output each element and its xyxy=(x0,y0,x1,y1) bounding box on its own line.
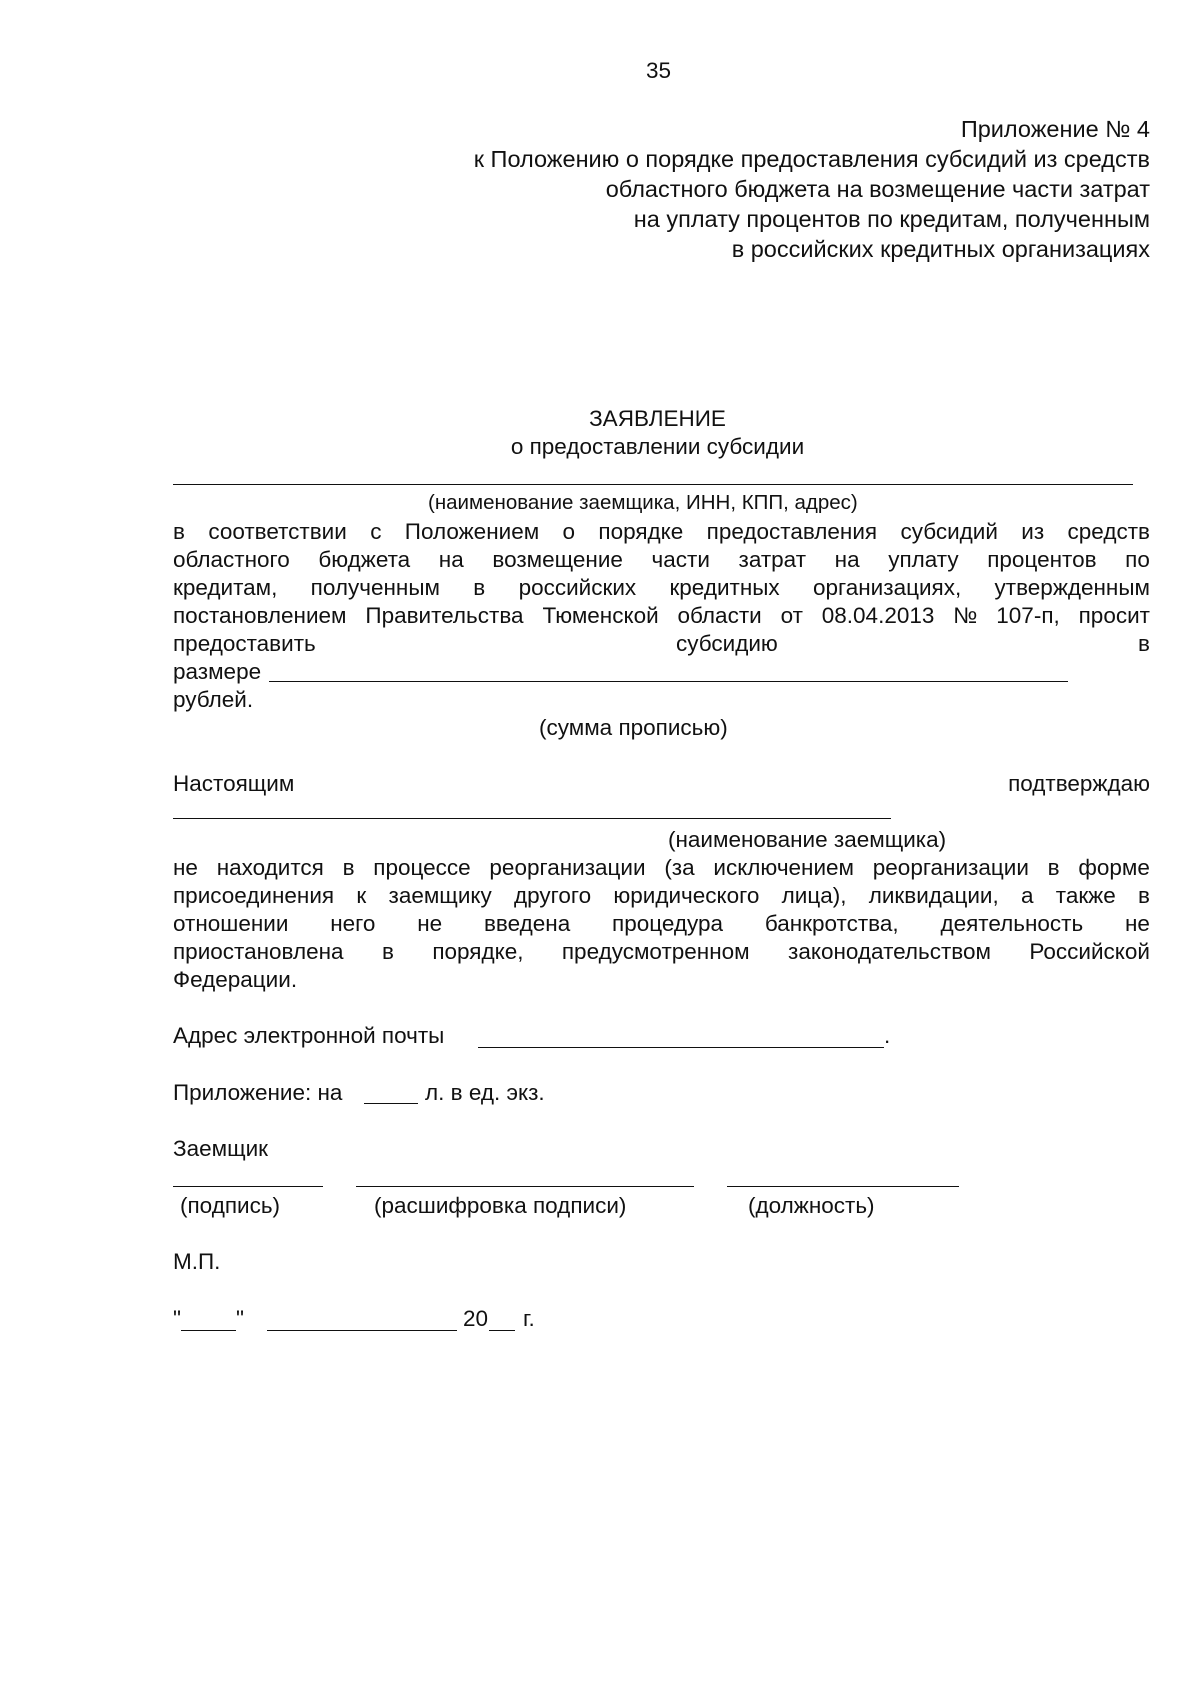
borrower-name-line-2 xyxy=(173,818,891,819)
date-year-prefix: 20 xyxy=(463,1306,489,1331)
appendix-line: к Положению о порядке предоставления субсидий из средств xyxy=(473,146,1150,172)
body-word: от xyxy=(780,603,803,628)
status-word: не xyxy=(417,911,443,936)
status-word: в xyxy=(1047,855,1060,880)
status-word: в xyxy=(1138,883,1150,908)
document-subtitle: о предоставлении субсидии xyxy=(510,434,805,459)
status-word: лица), xyxy=(781,883,847,908)
body-word: российских xyxy=(518,575,637,600)
body-word: возмещение xyxy=(492,547,623,572)
body-word: организациях, xyxy=(813,575,962,600)
signature-line xyxy=(173,1186,323,1187)
status-word: реорганизации xyxy=(489,855,646,880)
status-line xyxy=(173,911,1150,937)
page-number: 35 xyxy=(646,58,672,83)
amount-line xyxy=(269,681,1068,682)
body-word: на xyxy=(834,547,860,572)
status-word: в xyxy=(381,939,394,964)
status-word: форме xyxy=(1078,855,1150,880)
status-last-line: Федерации. xyxy=(173,967,298,992)
status-word: приостановлена xyxy=(173,939,344,964)
borrower-name-caption: (наименование заемщика) xyxy=(668,827,947,852)
status-word: а xyxy=(1020,883,1034,908)
appendix-line: в российских кредитных организациях xyxy=(731,236,1150,262)
stamp-label: М.П. xyxy=(173,1249,221,1274)
signature-decoding-caption: (расшифровка подписи) xyxy=(374,1193,627,1218)
amount-label: размере xyxy=(173,659,262,684)
email-label: Адрес электронной почты xyxy=(173,1023,445,1048)
appendix-line: на уплату процентов по кредитам, полученным xyxy=(633,206,1150,232)
date-year-line xyxy=(489,1330,515,1331)
status-word: заемщику xyxy=(388,883,492,908)
status-word: отношении xyxy=(173,911,289,936)
borrower-label: Заемщик xyxy=(173,1136,269,1161)
rubles-label: рублей. xyxy=(173,687,254,712)
body-word: области xyxy=(677,603,762,628)
date-day-line xyxy=(181,1330,236,1331)
date-month-line xyxy=(267,1330,457,1331)
status-word: другого xyxy=(514,883,592,908)
body-word: Положением xyxy=(404,519,540,544)
date-quote-close: " xyxy=(236,1306,244,1331)
body-word: Правительства xyxy=(365,603,524,628)
position-caption: (должность) xyxy=(748,1193,875,1218)
status-word: реорганизации xyxy=(872,855,1029,880)
status-word: исключением xyxy=(713,855,855,880)
body-word: Тюменской xyxy=(542,603,659,628)
status-word: введена xyxy=(483,911,571,936)
attachment-pages-line xyxy=(364,1103,418,1104)
borrower-name-line xyxy=(173,484,1133,485)
body-word: затрат xyxy=(738,547,807,572)
status-word: порядке, xyxy=(432,939,524,964)
body-word: № xyxy=(953,603,978,628)
body-word: полученным xyxy=(310,575,440,600)
confirm-right: подтверждаю xyxy=(1008,771,1150,796)
body-word: просит xyxy=(1078,603,1150,628)
body-word: средств xyxy=(1067,519,1150,544)
status-word: законодательством xyxy=(788,939,991,964)
status-word: процессе xyxy=(373,855,471,880)
body-word: кредитам, xyxy=(173,575,278,600)
body-word: части xyxy=(651,547,710,572)
body-word: процентов xyxy=(987,547,1097,572)
body-word: предоставить xyxy=(173,631,316,656)
date-year-suffix: г. xyxy=(523,1306,535,1331)
body-word: по xyxy=(1125,547,1150,572)
status-word: него xyxy=(330,911,376,936)
body-word: в xyxy=(173,519,185,544)
body-word: бюджета xyxy=(318,547,411,572)
status-word: деятельность xyxy=(940,911,1084,936)
status-word: в xyxy=(342,855,355,880)
body-word: областного xyxy=(173,547,290,572)
status-word: (за xyxy=(664,855,695,880)
attachment-prefix: Приложение: на xyxy=(173,1080,343,1105)
email-field-line xyxy=(478,1047,884,1048)
body-word: утвержденным xyxy=(994,575,1150,600)
status-word: находится xyxy=(216,855,324,880)
body-line xyxy=(173,575,1150,601)
status-word: банкротства, xyxy=(764,911,899,936)
body-word: соответствии xyxy=(208,519,347,544)
date-quote-open: " xyxy=(173,1306,181,1331)
appendix-title: Приложение № 4 xyxy=(960,116,1150,142)
attachment-suffix: л. в ед. экз. xyxy=(425,1080,545,1105)
status-word: также xyxy=(1055,883,1116,908)
status-word: ликвидации, xyxy=(868,883,999,908)
body-word: 08.04.2013 xyxy=(821,603,935,628)
body-word: кредитных xyxy=(669,575,780,600)
status-word: не xyxy=(173,855,198,880)
body-word: в xyxy=(473,575,486,600)
status-word: юридического xyxy=(613,883,760,908)
status-word: к xyxy=(356,883,367,908)
body-word: субсидий xyxy=(900,519,998,544)
body-word: 107-п, xyxy=(996,603,1060,628)
amount-caption: (сумма прописью) xyxy=(539,715,728,740)
body-line xyxy=(173,519,1150,545)
body-word: уплату xyxy=(888,547,959,572)
body-line xyxy=(173,631,1150,657)
body-word: субсидию xyxy=(676,631,778,656)
body-word: в xyxy=(1138,631,1150,656)
signature-decoding-line xyxy=(356,1186,694,1187)
position-line xyxy=(727,1186,959,1187)
email-end: . xyxy=(884,1023,891,1048)
status-word: Российской xyxy=(1029,939,1150,964)
borrower-caption: (наименование заемщика, ИНН, КПП, адрес) xyxy=(428,491,858,514)
body-word: постановлением xyxy=(173,603,347,628)
body-line xyxy=(173,603,1150,629)
body-word: на xyxy=(438,547,464,572)
signature-caption: (подпись) xyxy=(180,1193,281,1218)
confirm-left: Настоящим xyxy=(173,771,295,796)
status-line xyxy=(173,939,1150,965)
status-line xyxy=(173,855,1150,881)
status-word: предусмотренном xyxy=(561,939,750,964)
status-word: присоединения xyxy=(173,883,335,908)
status-word: процедура xyxy=(612,911,724,936)
body-word: о xyxy=(562,519,576,544)
body-line xyxy=(173,547,1150,573)
body-word: порядке xyxy=(598,519,684,544)
body-word: предоставления xyxy=(706,519,878,544)
body-word: из xyxy=(1021,519,1045,544)
status-word: не xyxy=(1124,911,1150,936)
body-word: с xyxy=(370,519,382,544)
status-line xyxy=(173,883,1150,909)
appendix-line: областного бюджета на возмещение части затрат xyxy=(605,176,1150,202)
document-title: ЗАЯВЛЕНИЕ xyxy=(589,406,726,431)
